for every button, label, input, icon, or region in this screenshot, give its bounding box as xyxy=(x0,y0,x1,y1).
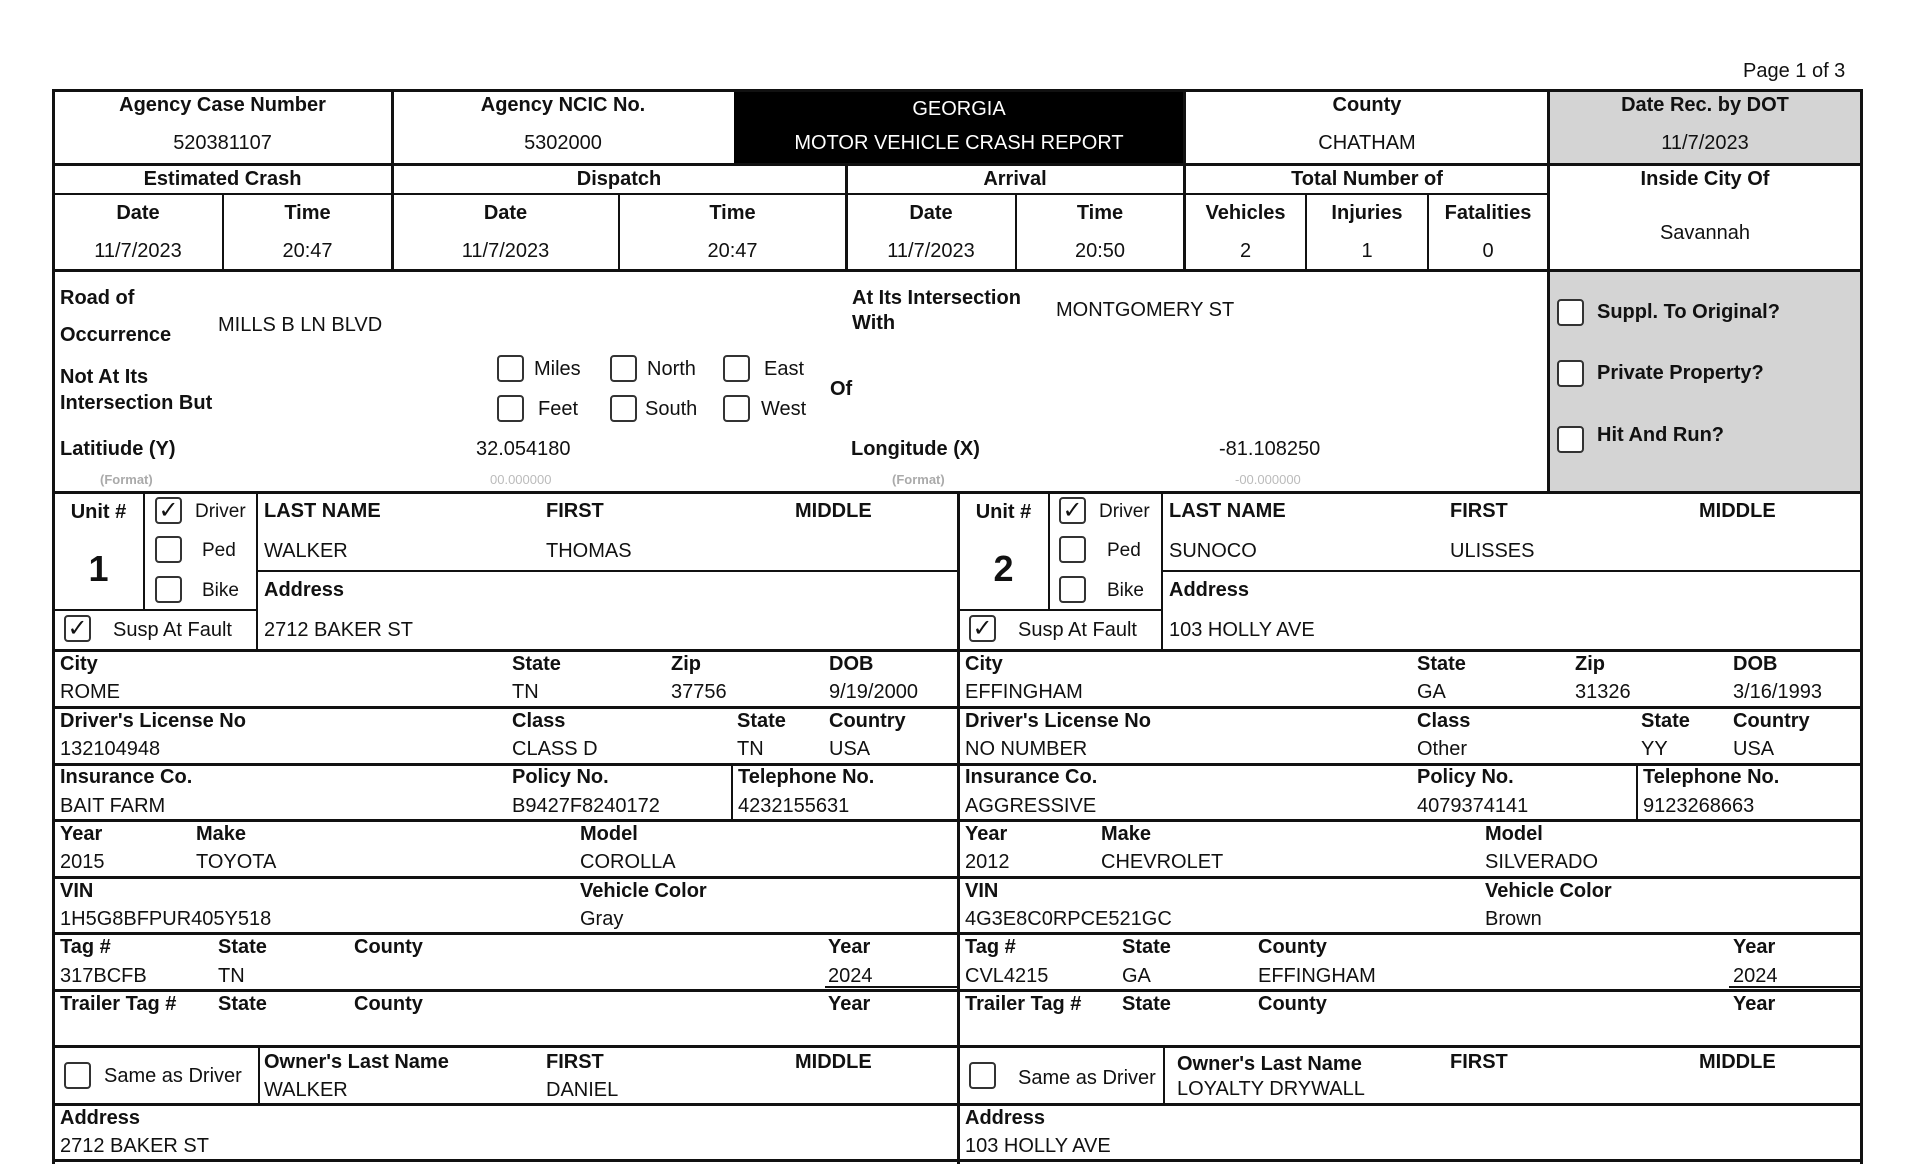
fatalities-count: 0 xyxy=(1482,240,1494,262)
unit1-same-as-driver-checkbox[interactable] xyxy=(64,1062,91,1089)
unit2-color-label: Vehicle Color xyxy=(1485,880,1612,902)
south-checkbox[interactable] xyxy=(610,395,637,422)
unit1-label: Unit # xyxy=(70,501,127,523)
unit1-owner-last-label: Owner's Last Name xyxy=(264,1051,449,1073)
west-label: West xyxy=(761,398,807,420)
unit1-middle-label: MIDDLE xyxy=(795,500,872,522)
unit2-city: EFFINGHAM xyxy=(965,681,1083,703)
unit2-color: Brown xyxy=(1485,908,1542,930)
county-value: CHATHAM xyxy=(1318,132,1416,154)
injuries-label: Injuries xyxy=(1331,202,1403,224)
unit2-number: 2 xyxy=(993,548,1014,589)
unit1-bike-checkbox[interactable] xyxy=(155,576,182,603)
inside-city-value: Savannah xyxy=(1659,222,1751,244)
unit1-tag-year: 2024 xyxy=(828,965,873,987)
unit1-vin: 1H5G8BFPUR405Y518 xyxy=(60,908,272,930)
south-label: South xyxy=(645,398,698,420)
suppl-label: Suppl. To Original? xyxy=(1597,301,1780,323)
unit1-tag-county-label: County xyxy=(354,936,423,958)
unit2-trailer-state-label: State xyxy=(1122,993,1171,1015)
agency-case-value: 520381107 xyxy=(173,132,272,154)
unit2-susp-fault-checkbox[interactable]: ✓ xyxy=(969,615,996,642)
unit1-last-name: WALKER xyxy=(264,540,348,562)
agency-case-label: Agency Case Number xyxy=(119,94,326,116)
unit1-number: 1 xyxy=(88,548,109,589)
unit2-dob: 3/16/1993 xyxy=(1733,681,1822,703)
longitude-label: Longitude (X) xyxy=(851,438,980,460)
unit2-zip: 31326 xyxy=(1575,681,1631,703)
unit1-ped-checkbox[interactable] xyxy=(155,536,182,563)
unit1-class-label: Class xyxy=(512,710,566,732)
unit2-year-label: Year xyxy=(965,823,1008,845)
unit2-driver-checkbox[interactable]: ✓ xyxy=(1059,497,1086,524)
unit2-model-label: Model xyxy=(1485,823,1543,845)
disp-time-label: Time xyxy=(709,202,756,224)
unit2-trailer-year-label: Year xyxy=(1733,993,1776,1015)
unit2-owner-first-label: FIRST xyxy=(1450,1051,1508,1073)
unit1-year-label: Year xyxy=(60,823,103,845)
unit2-same-as-driver-checkbox[interactable] xyxy=(969,1062,996,1089)
of-label: Of xyxy=(830,378,853,400)
unit2-state: GA xyxy=(1417,681,1446,703)
unit1-trailer-county-label: County xyxy=(354,993,423,1015)
inside-city-label: Inside City Of xyxy=(1640,168,1770,190)
unit1-color-label: Vehicle Color xyxy=(580,880,707,902)
unit2-address: 103 HOLLY AVE xyxy=(1169,619,1315,641)
unit1-bike-label: Bike xyxy=(202,580,239,601)
suppl-checkbox[interactable] xyxy=(1557,299,1584,326)
total-number-label: Total Number of xyxy=(1291,168,1443,190)
unit2-telephone-label: Telephone No. xyxy=(1643,766,1780,788)
injuries-count: 1 xyxy=(1361,240,1373,262)
private-property-label: Private Property? xyxy=(1597,362,1764,384)
unit2-policy-label: Policy No. xyxy=(1417,766,1514,788)
not-at-label: Not At Its xyxy=(60,366,149,388)
miles-label: Miles xyxy=(534,358,581,380)
unit1-policy-label: Policy No. xyxy=(512,766,609,788)
unit2-tag: CVL4215 xyxy=(965,965,1049,987)
ncic-value: 5302000 xyxy=(524,132,602,154)
arr-date-label: Date xyxy=(909,202,953,224)
unit2-trailer-tag-label: Trailer Tag # xyxy=(965,993,1082,1015)
unit2-ped-label: Ped xyxy=(1107,540,1141,561)
unit1-lic-state-label: State xyxy=(737,710,786,732)
intersection-label-2: With xyxy=(852,312,896,334)
unit1-model: COROLLA xyxy=(580,851,676,873)
unit2-owner-address: 103 HOLLY AVE xyxy=(965,1135,1111,1157)
unit2-vin-label: VIN xyxy=(965,880,999,902)
unit1-year: 2015 xyxy=(60,851,105,873)
unit1-driver-checkbox[interactable]: ✓ xyxy=(155,497,182,524)
unit2-insurance-label: Insurance Co. xyxy=(965,766,1098,788)
date-rec-label: Date Rec. by DOT xyxy=(1621,94,1789,116)
unit1-trailer-tag-label: Trailer Tag # xyxy=(60,993,177,1015)
unit2-driver-label: Driver xyxy=(1099,501,1150,522)
miles-checkbox[interactable] xyxy=(497,355,524,382)
unit2-owner-last-label: Owner's Last Name xyxy=(1177,1053,1362,1075)
unit1-make-label: Make xyxy=(196,823,247,845)
arr-time: 20:50 xyxy=(1074,240,1126,262)
unit2-license-label: Driver's License No xyxy=(965,710,1151,732)
disp-date: 11/7/2023 xyxy=(461,240,550,262)
not-at-label-2: Intersection But xyxy=(60,392,213,414)
unit1-address: 2712 BAKER ST xyxy=(264,619,413,641)
unit2-model: SILVERADO xyxy=(1485,851,1598,873)
dispatch-label: Dispatch xyxy=(576,168,662,190)
unit1-country: USA xyxy=(829,738,871,760)
unit1-class: CLASS D xyxy=(512,738,598,760)
unit2-class: Other xyxy=(1417,738,1468,760)
unit2-bike-label: Bike xyxy=(1107,580,1144,601)
unit1-tag: 317BCFB xyxy=(60,965,147,987)
unit1-owner-first: DANIEL xyxy=(546,1079,619,1101)
unit2-telephone: 9123268663 xyxy=(1643,795,1755,817)
unit1-owner-middle-label: MIDDLE xyxy=(795,1051,872,1073)
unit1-city: ROME xyxy=(60,681,120,703)
feet-checkbox[interactable] xyxy=(497,395,524,422)
arr-time-label: Time xyxy=(1076,202,1124,224)
unit2-policy: 4079374141 xyxy=(1417,795,1529,817)
lat-format-hint: (Format) xyxy=(100,472,153,487)
unit2-country-label: Country xyxy=(1733,710,1810,732)
unit1-dob-label: DOB xyxy=(829,653,874,675)
unit2-lic-state: YY xyxy=(1641,738,1668,760)
hit-and-run-checkbox[interactable] xyxy=(1557,426,1584,453)
hit-and-run-label: Hit And Run? xyxy=(1597,424,1725,446)
unit1-tag-year-label: Year xyxy=(828,936,871,958)
disp-date-label: Date xyxy=(483,202,528,224)
vehicles-label: Vehicles xyxy=(1205,202,1286,224)
unit2-owner-last: LOYALTY DRYWALL xyxy=(1177,1078,1365,1100)
est-crash-label: Estimated Crash xyxy=(143,168,302,190)
page-indicator: Page 1 of 3 xyxy=(1743,60,1846,82)
west-checkbox[interactable] xyxy=(723,395,750,422)
fatalities-label: Fatalities xyxy=(1444,202,1532,224)
east-checkbox[interactable] xyxy=(723,355,750,382)
unit1-address-label: Address xyxy=(264,579,345,601)
unit2-last-name: SUNOCO xyxy=(1169,540,1257,562)
feet-label: Feet xyxy=(538,398,579,420)
latitude-label: Latitiude (Y) xyxy=(60,438,176,460)
unit1-license: 132104948 xyxy=(60,738,161,760)
intersection-value: MONTGOMERY ST xyxy=(1056,299,1235,321)
county-label: County xyxy=(1332,94,1402,116)
est-time: 20:47 xyxy=(282,240,333,262)
unit2-address-label: Address xyxy=(1169,579,1250,601)
unit1-owner-first-label: FIRST xyxy=(546,1051,604,1073)
lon-example-hint: -00.000000 xyxy=(1235,472,1301,487)
unit1-trailer-year-label: Year xyxy=(828,993,871,1015)
disp-time: 20:47 xyxy=(707,240,758,262)
unit1-make: TOYOTA xyxy=(196,851,277,873)
unit2-license: NO NUMBER xyxy=(965,738,1088,760)
unit2-owner-middle-label: MIDDLE xyxy=(1699,1051,1776,1073)
unit2-insurance: AGGRESSIVE xyxy=(965,795,1097,817)
unit2-year: 2012 xyxy=(965,851,1010,873)
unit1-first-label: FIRST xyxy=(546,500,604,522)
unit1-zip: 37756 xyxy=(671,681,727,703)
unit2-tag-year-label: Year xyxy=(1733,936,1776,958)
unit1-insurance: BAIT FARM xyxy=(60,795,166,817)
unit1-tag-label: Tag # xyxy=(60,936,111,958)
unit1-owner-last: WALKER xyxy=(264,1079,348,1101)
unit1-ped-label: Ped xyxy=(202,540,236,561)
lat-example-hint: 00.000000 xyxy=(490,472,552,487)
unit2-first-name: ULISSES xyxy=(1450,540,1535,562)
unit1-trailer-state-label: State xyxy=(218,993,267,1015)
road-label: Road of xyxy=(60,287,135,309)
est-time-label: Time xyxy=(284,202,331,224)
unit2-state-label: State xyxy=(1417,653,1466,675)
road-label-2: Occurrence xyxy=(60,324,172,346)
unit2-vin: 4G3E8C0RPCE521GC xyxy=(965,908,1172,930)
report-title-state: GEORGIA xyxy=(912,98,1006,120)
ncic-label: Agency NCIC No. xyxy=(480,94,646,116)
unit1-vin-label: VIN xyxy=(60,880,94,902)
unit2-owner-address-label: Address xyxy=(965,1107,1046,1129)
unit1-susp-fault-label: Susp At Fault xyxy=(113,619,232,641)
date-rec-value: 11/7/2023 xyxy=(1661,132,1749,154)
unit1-telephone-label: Telephone No. xyxy=(738,766,875,788)
unit1-state-label: State xyxy=(512,653,561,675)
unit1-country-label: Country xyxy=(829,710,906,732)
unit1-license-label: Driver's License No xyxy=(60,710,246,732)
unit2-make: CHEVROLET xyxy=(1101,851,1224,873)
north-checkbox[interactable] xyxy=(610,355,637,382)
east-label: East xyxy=(764,358,805,380)
unit1-owner-address: 2712 BAKER ST xyxy=(60,1135,209,1157)
unit1-state: TN xyxy=(512,681,539,703)
private-property-checkbox[interactable] xyxy=(1557,360,1584,387)
unit2-first-label: FIRST xyxy=(1450,500,1508,522)
unit1-driver-label: Driver xyxy=(195,501,246,522)
unit2-susp-fault-label: Susp At Fault xyxy=(1018,619,1137,641)
report-title: MOTOR VEHICLE CRASH REPORT xyxy=(794,132,1124,154)
unit2-middle-label: MIDDLE xyxy=(1699,500,1776,522)
unit2-tag-state-label: State xyxy=(1122,936,1171,958)
unit1-color: Gray xyxy=(580,908,624,930)
unit1-dob: 9/19/2000 xyxy=(829,681,918,703)
est-date: 11/7/2023 xyxy=(94,240,182,262)
arr-date: 11/7/2023 xyxy=(887,240,975,262)
unit2-same-as-driver-label: Same as Driver xyxy=(1018,1067,1156,1089)
unit2-label: Unit # xyxy=(975,501,1032,523)
unit2-tag-state: GA xyxy=(1122,965,1151,987)
longitude-value: -81.108250 xyxy=(1219,438,1321,460)
north-label: North xyxy=(647,358,696,380)
unit2-tag-county: EFFINGHAM xyxy=(1258,965,1376,987)
unit1-owner-address-label: Address xyxy=(60,1107,141,1129)
unit2-last-name-label: LAST NAME xyxy=(1169,500,1286,522)
intersection-label: At Its Intersection xyxy=(852,287,1021,309)
latitude-value: 32.054180 xyxy=(476,438,571,460)
unit2-bike-checkbox[interactable] xyxy=(1059,576,1086,603)
unit2-dob-label: DOB xyxy=(1733,653,1778,675)
unit1-insurance-label: Insurance Co. xyxy=(60,766,193,788)
unit2-tag-year: 2024 xyxy=(1733,965,1778,987)
unit1-lic-state: TN xyxy=(737,738,764,760)
unit1-model-label: Model xyxy=(580,823,638,845)
unit2-lic-state-label: State xyxy=(1641,710,1690,732)
unit2-trailer-county-label: County xyxy=(1258,993,1327,1015)
unit1-susp-fault-checkbox[interactable]: ✓ xyxy=(64,615,91,642)
unit2-make-label: Make xyxy=(1101,823,1152,845)
unit1-city-label: City xyxy=(60,653,98,675)
unit2-country: USA xyxy=(1733,738,1775,760)
lon-format-hint: (Format) xyxy=(892,472,945,487)
unit2-city-label: City xyxy=(965,653,1003,675)
unit1-telephone: 4232155631 xyxy=(738,795,850,817)
unit1-first-name: THOMAS xyxy=(546,540,632,562)
unit1-same-as-driver-label: Same as Driver xyxy=(104,1065,242,1087)
est-date-label: Date xyxy=(116,202,160,224)
arrival-label: Arrival xyxy=(983,168,1047,190)
road-value: MILLS B LN BLVD xyxy=(218,314,383,336)
unit1-tag-state: TN xyxy=(218,965,245,987)
unit1-zip-label: Zip xyxy=(671,653,701,675)
unit2-zip-label: Zip xyxy=(1575,653,1605,675)
vehicles-count: 2 xyxy=(1239,240,1252,262)
unit1-policy: B9427F8240172 xyxy=(512,795,660,817)
unit1-last-name-label: LAST NAME xyxy=(264,500,381,522)
unit2-tag-label: Tag # xyxy=(965,936,1016,958)
unit2-class-label: Class xyxy=(1417,710,1471,732)
unit2-tag-county-label: County xyxy=(1258,936,1327,958)
unit1-tag-state-label: State xyxy=(218,936,267,958)
unit2-ped-checkbox[interactable] xyxy=(1059,536,1086,563)
